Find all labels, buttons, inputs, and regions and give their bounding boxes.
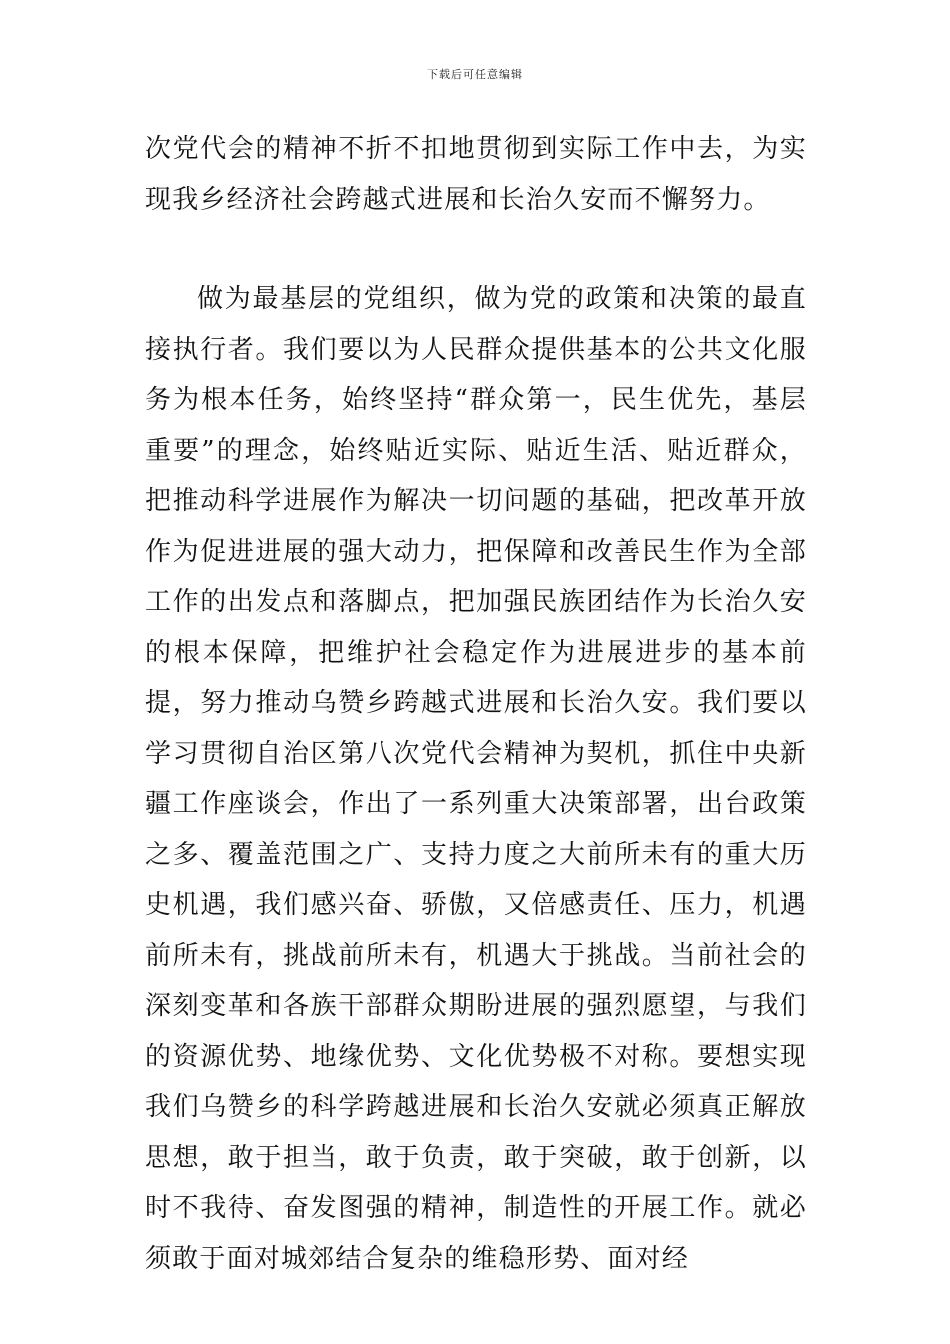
page-header-note: 下载后可任意编辑: [427, 68, 523, 81]
paragraph-continuation: 次党代会的精神不折不扣地贯彻到实际工作中去，为实现我乡经济社会跨越式进展和长治久安而不懈努力。: [145, 134, 807, 215]
paragraph-main: 做为最基层的党组织，做为党的政策和决策的最直接执行者。我们要以为人民群众提供基本的公共文化服务为根本任务，始终坚持“群众第一，民生优先，基层重要”的理念，始终贴近实际、贴近生活、贴近群众，把推动科学进展作为解决一切问题的基础，把改革开放作为促进进展的强大动力，把保障和改善民生作为全部工作的出发点和落脚点，把加强民族团结作为长治久安的根本保障，把维护社会稳定作为进展进步的基本前提，努力推动乌赞乡跨越式进展和长治久安。我们要以学习贯彻自治区第八次党代会精神为契机，抓住中央新疆工作座谈会，作出了一系列重大决策部署，出台政策之多、覆盖范围之广、支持力度之大前所未有的重大历史机遇，我们感兴奋、骄傲，又倍感责任、压力，机遇前所未有，挑战前所未有，机遇大于挑战。当前社会的深刻变革和各族干部群众期盼进展的强烈愿望，与我们的资源优势、地缘优势、文化优势极不对称。要想实现我们乌赞乡的科学跨越进展和长治久安就必须真正解放思想，敢于担当，敢于负责，敢于突破，敢于创新，以时不我待、奋发图强的精神，制造性的开展工作。就必须敢于面对城郊结合复杂的维稳形势、面对经: [145, 284, 807, 1274]
